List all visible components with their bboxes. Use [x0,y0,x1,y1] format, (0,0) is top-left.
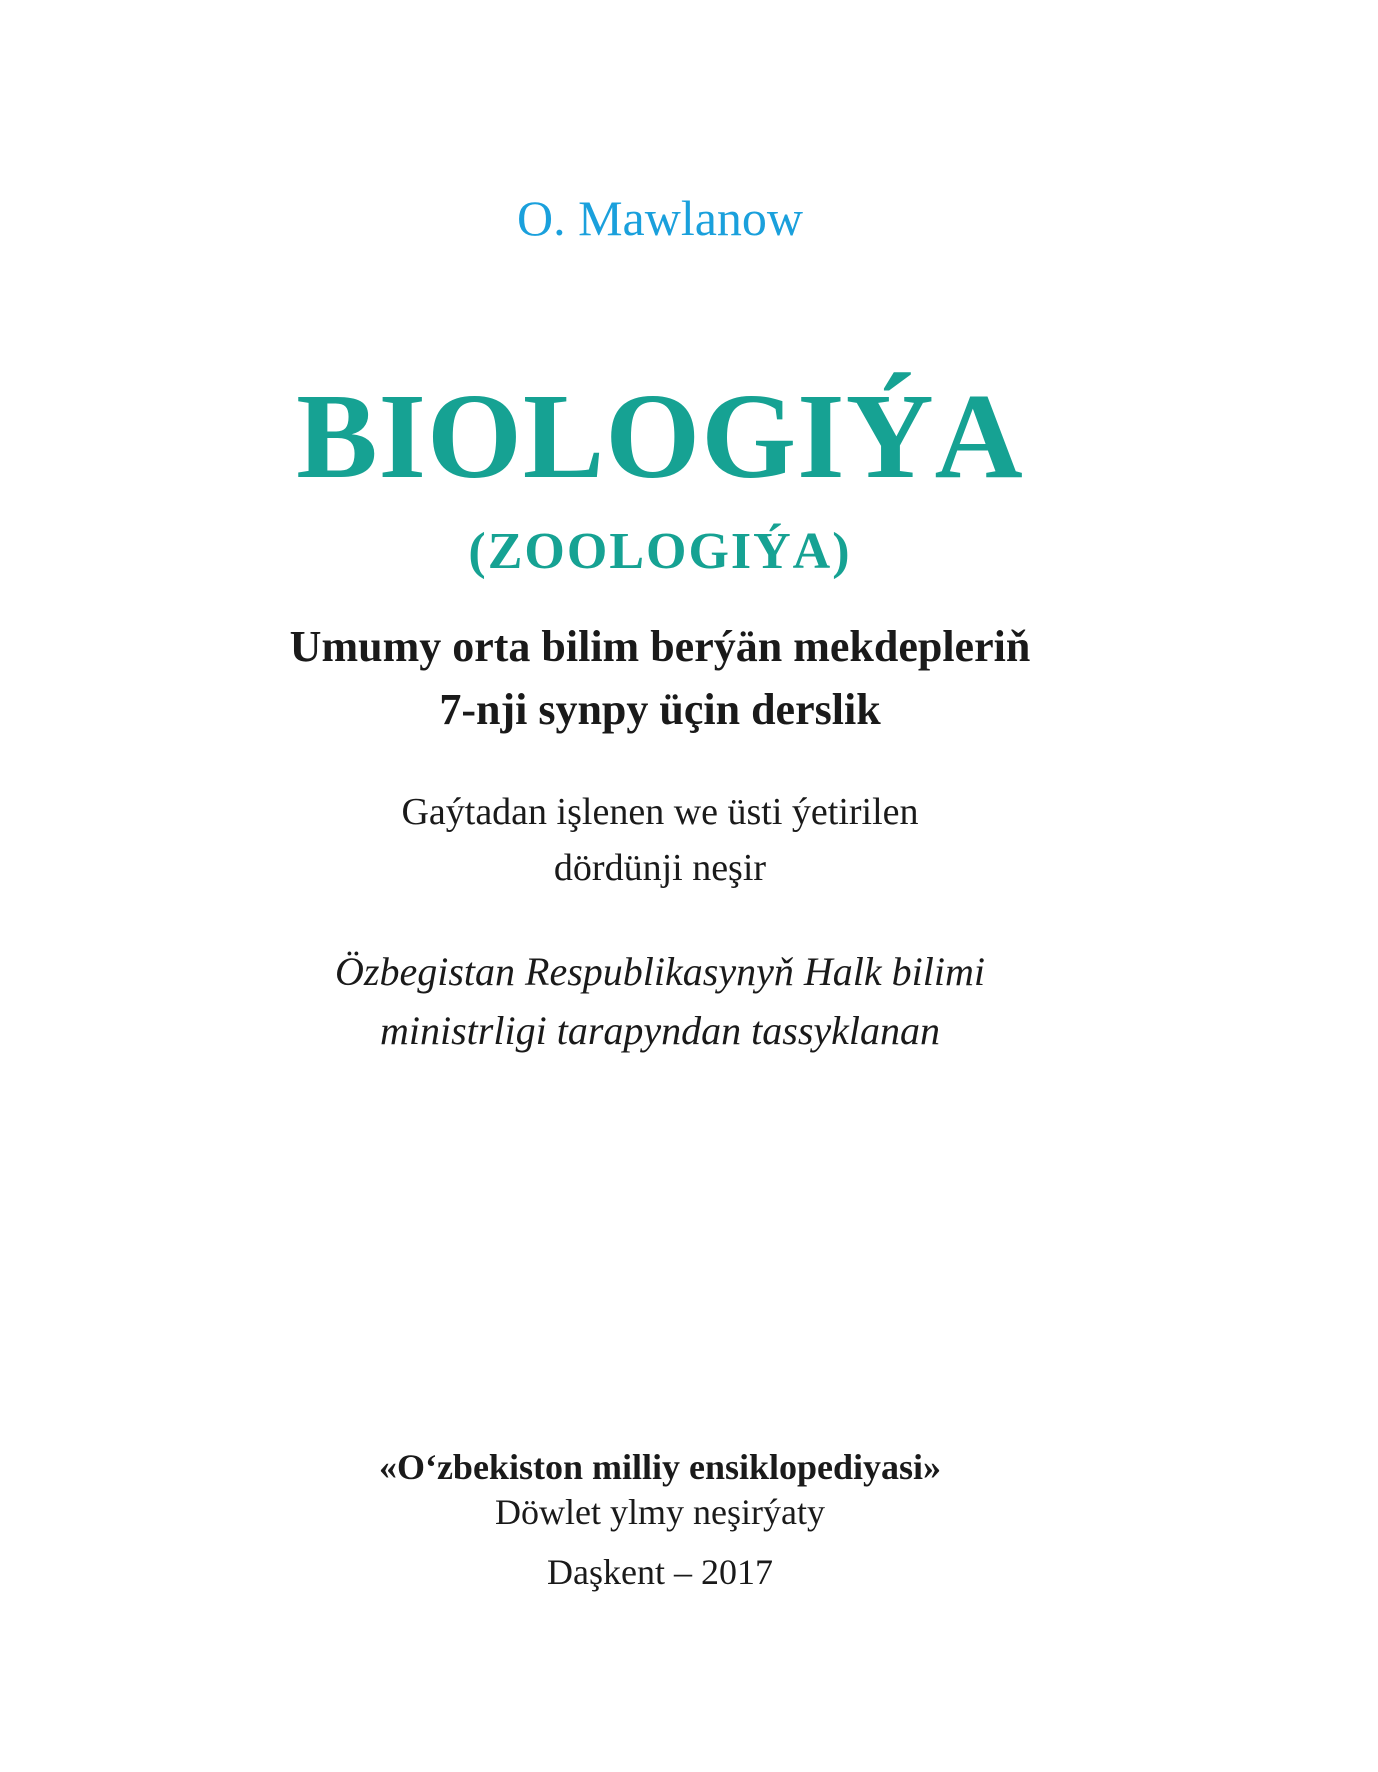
book-subtitle: (ZOOLOGIÝA) [468,523,852,580]
publisher-type: Döwlet ylmy neşirýaty [495,1492,825,1532]
book-title: BIOLOGIÝA [296,369,1024,504]
description-line-2: 7-nji synpy üçin derslik [439,685,881,734]
description-line-1: Umumy orta bilim berýän mekdepleriň [289,622,1031,671]
edition-line-2: dördünji neşir [553,847,767,889]
edition-line-1: Gaýtadan işlenen we üsti ýetirilen [401,791,919,833]
approval-line-2: ministrligi tarapyndan tassyklanan [380,1008,940,1053]
author-name: O. Mawlanow [516,190,804,246]
publisher-name: «O‘zbekiston milliy ensiklopediyasi» [378,1447,942,1487]
city-year: Daşkent – 2017 [547,1552,773,1592]
approval-line-1: Özbegistan Respublikasynyň Halk bilimi [335,949,985,994]
